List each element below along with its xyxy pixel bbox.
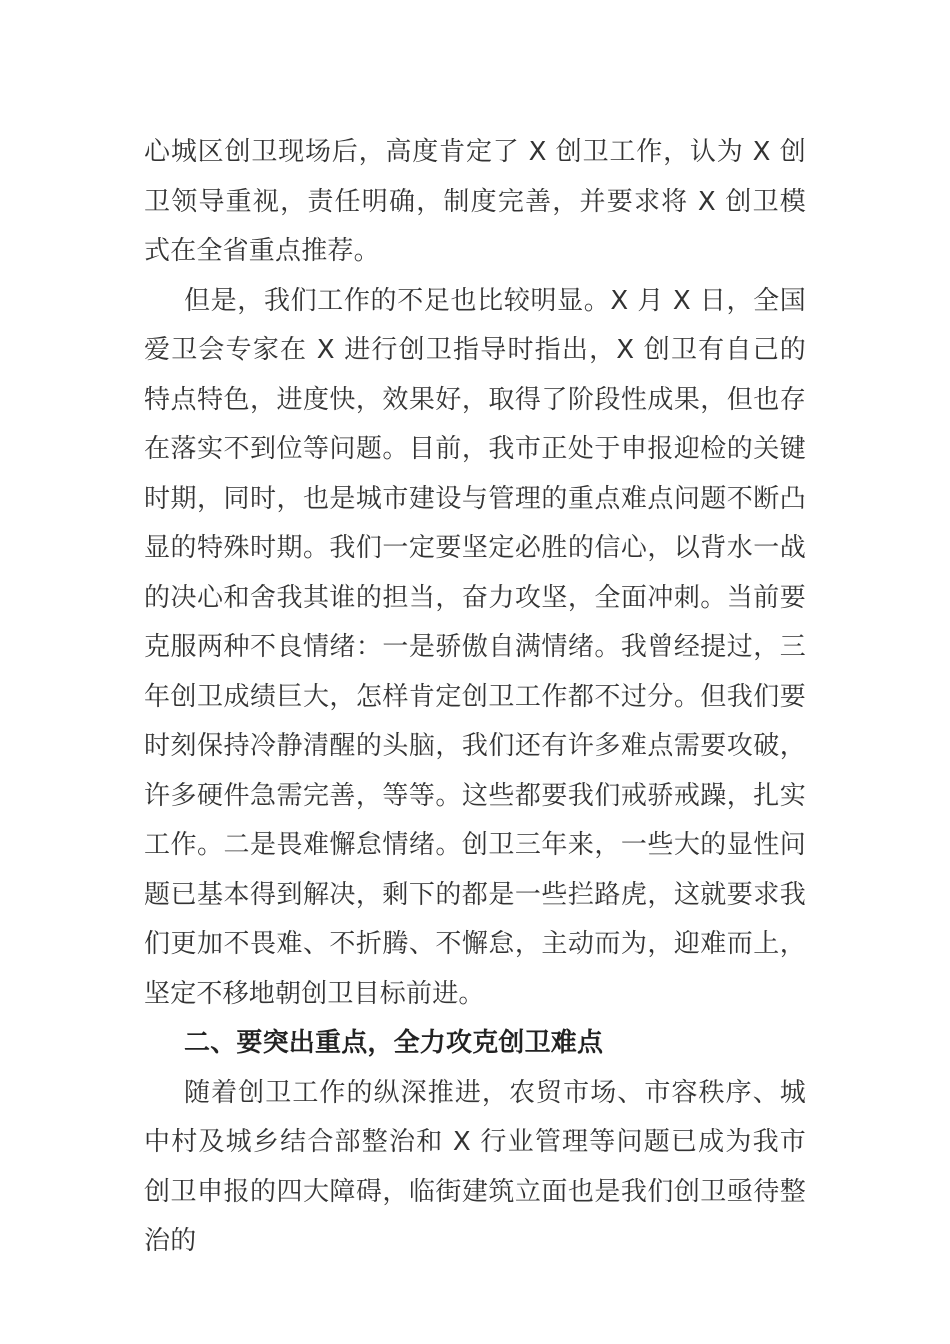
paragraph-shortcomings: 但是，我们工作的不足也比较明显。X 月 X 日，全国爱卫会专家在 X 进行创卫指导时指出，X 创卫有自己的特点特色，进度快，效果好，取得了阶段性成果，但也存在落实不到位等问题。目前，我市正处于申报迎检的关键时期，同时，也是城市建设与管理的重点难点问题不断凸显的特殊时期。我们一定要坚定必胜的信心，以背水一战的决心和舍我其谁的担当，奋力攻坚，全面冲刺。当前要克服两种不良情绪：一是骄傲自满情绪。我曾经提过，三年创卫成绩巨大，怎样肯定创卫工作都不过分。但我们要时刻保持冷静清醒的头脑，我们还有许多难点需要攻破，许多硬件急需完善，等等。这些都要我们戒骄戒躁，扎实工作。二是畏难懈怠情绪。创卫三年来，一些大的显性问题已基本得到解决，剩下的都是一些拦路虎，这就要求我们更加不畏难、不折腾、不懈怠，主动而为，迎难而上，坚定不移地朝创卫目标前进。 (144, 285, 806, 1009)
document-body (144, 128, 806, 1267)
paragraph-continuation: 心城区创卫现场后，高度肯定了 X 创卫工作，认为 X 创卫领导重视，责任明确，制度完善，并要求将 X 创卫模式在全省重点推荐。 (144, 137, 806, 266)
section-heading: 二、要突出重点，全力攻克创卫难点 (184, 1028, 604, 1058)
paragraph-key-difficulties: 随着创卫工作的纵深推进，农贸市场、市容秩序、城中村及城乡结合部整治和 X 行业管理等问题已成为我市创卫申报的四大障碍，临街建筑立面也是我们创卫亟待整治的 (144, 1077, 806, 1256)
